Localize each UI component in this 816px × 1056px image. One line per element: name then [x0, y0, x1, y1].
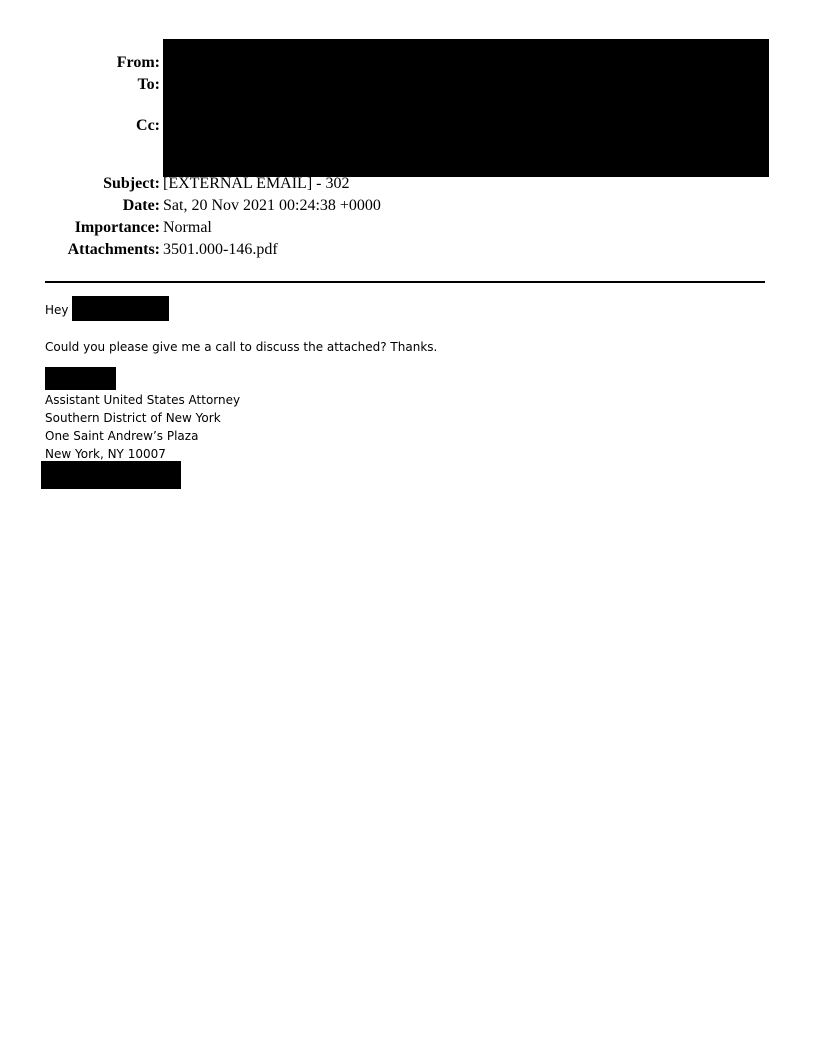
redacted-contact-info: [41, 461, 181, 489]
cc-label: Cc:: [136, 117, 160, 134]
to-label: To:: [137, 76, 160, 93]
signature-address-line1: One Saint Andrew’s Plaza: [45, 429, 199, 443]
redacted-sender-name: [45, 367, 116, 390]
importance-value: Normal: [163, 219, 212, 236]
greeting-text: Hey: [45, 303, 69, 317]
signature-title: Assistant United States Attorney: [45, 393, 241, 407]
subject-label: Subject:: [103, 175, 160, 192]
date-label: Date:: [122, 197, 160, 214]
redacted-recipients-block: [163, 39, 769, 177]
attachments-label: Attachments:: [67, 241, 160, 258]
message-text: Could you please give me a call to discuss the attached? Thanks.: [45, 340, 438, 354]
importance-label: Importance:: [74, 219, 160, 236]
subject-value: [EXTERNAL EMAIL] - 302: [163, 175, 350, 192]
signature-office: Southern District of New York: [45, 411, 221, 425]
from-label: From:: [116, 54, 160, 71]
header-divider: [45, 281, 765, 283]
redacted-recipient-name: [72, 296, 169, 321]
attachment-link[interactable]: 3501.000-146.pdf: [163, 241, 278, 258]
signature-address-line2: New York, NY 10007: [45, 447, 166, 461]
date-value: Sat, 20 Nov 2021 00:24:38 +0000: [163, 197, 381, 214]
